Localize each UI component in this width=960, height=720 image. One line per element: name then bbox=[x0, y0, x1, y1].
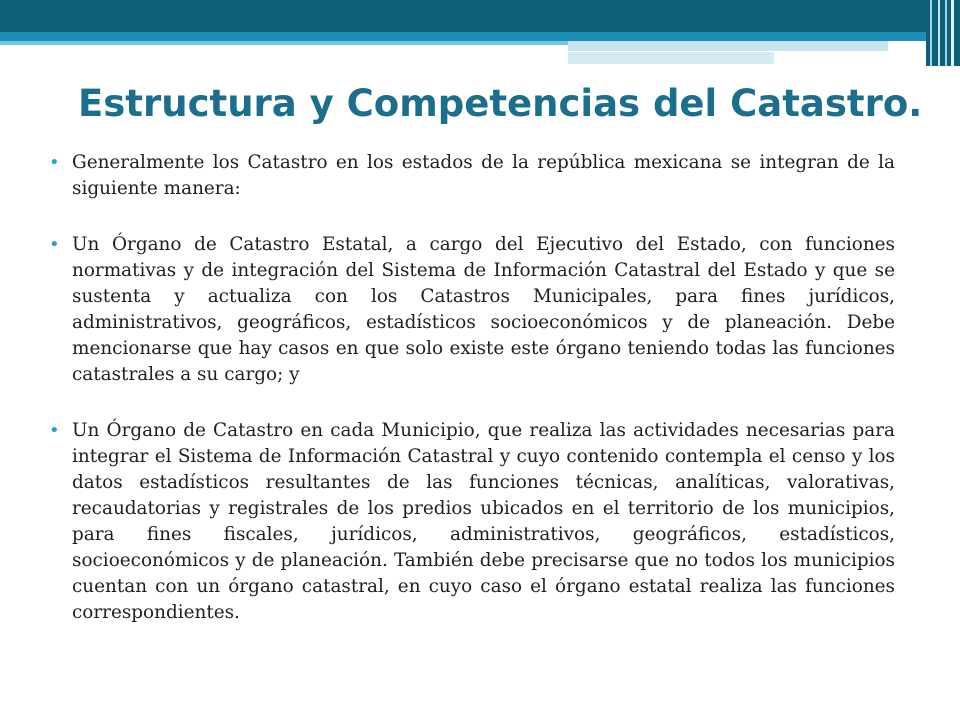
header-corner-stripe bbox=[930, 0, 932, 66]
header-band-light bbox=[568, 41, 888, 51]
bullet-text: Un Órgano de Catastro Estatal, a cargo del Ejecutivo del Estado, con funciones normativas y de integración del Sistema de Información Catastral del Estado y que se sustenta y actualiza con los Catastros Municipales, para fines jurídicos, administrativos, geográficos, estadísticos socioeconómicos y de planeación. Debe mencionarse que hay casos en que solo existe este órgano teniendo todas las funciones catastrales a su cargo; y bbox=[72, 234, 895, 385]
bullet-item bbox=[45, 150, 895, 202]
header-band-lighter bbox=[568, 52, 774, 64]
bullet-item bbox=[45, 418, 895, 626]
header-corner-stripe bbox=[945, 0, 947, 66]
bullet-text: Un Órgano de Catastro en cada Municipio, que realiza las actividades necesarias para integrar el Sistema de Información Catastral y cuyo contenido contempla el censo y los datos estadísticos resultantes de las funciones técnicas, analíticas, valorativas, recaudatorias y registrales de los predios ubicados en el territorio de los municipios, para fines fiscales, jurídicos, administrativos, geográficos, estadísticos, socioeconómicos y de planeación. También debe precisarse que no todos los municipios cuentan con un órgano catastral, en cuyo caso el órgano estatal realiza las funciones correspondientes. bbox=[72, 420, 895, 623]
header-corner-stripe bbox=[938, 0, 940, 66]
header-corner-stripe bbox=[951, 0, 954, 66]
bullet-list bbox=[45, 150, 895, 656]
bullet-text: Generalmente los Catastro en los estados de la república mexicana se integran de la siguiente manera: bbox=[72, 152, 895, 199]
header-band-accent bbox=[0, 41, 568, 45]
header-band-dark bbox=[0, 0, 960, 32]
bullet-item bbox=[45, 232, 895, 388]
bullet-dot-icon: • bbox=[49, 420, 60, 441]
bullet-dot-icon: • bbox=[49, 234, 60, 255]
header-band-mid bbox=[0, 32, 960, 41]
slide-title: Estructura y Competencias del Catastro. bbox=[78, 82, 923, 125]
bullet-dot-icon: • bbox=[49, 152, 60, 173]
